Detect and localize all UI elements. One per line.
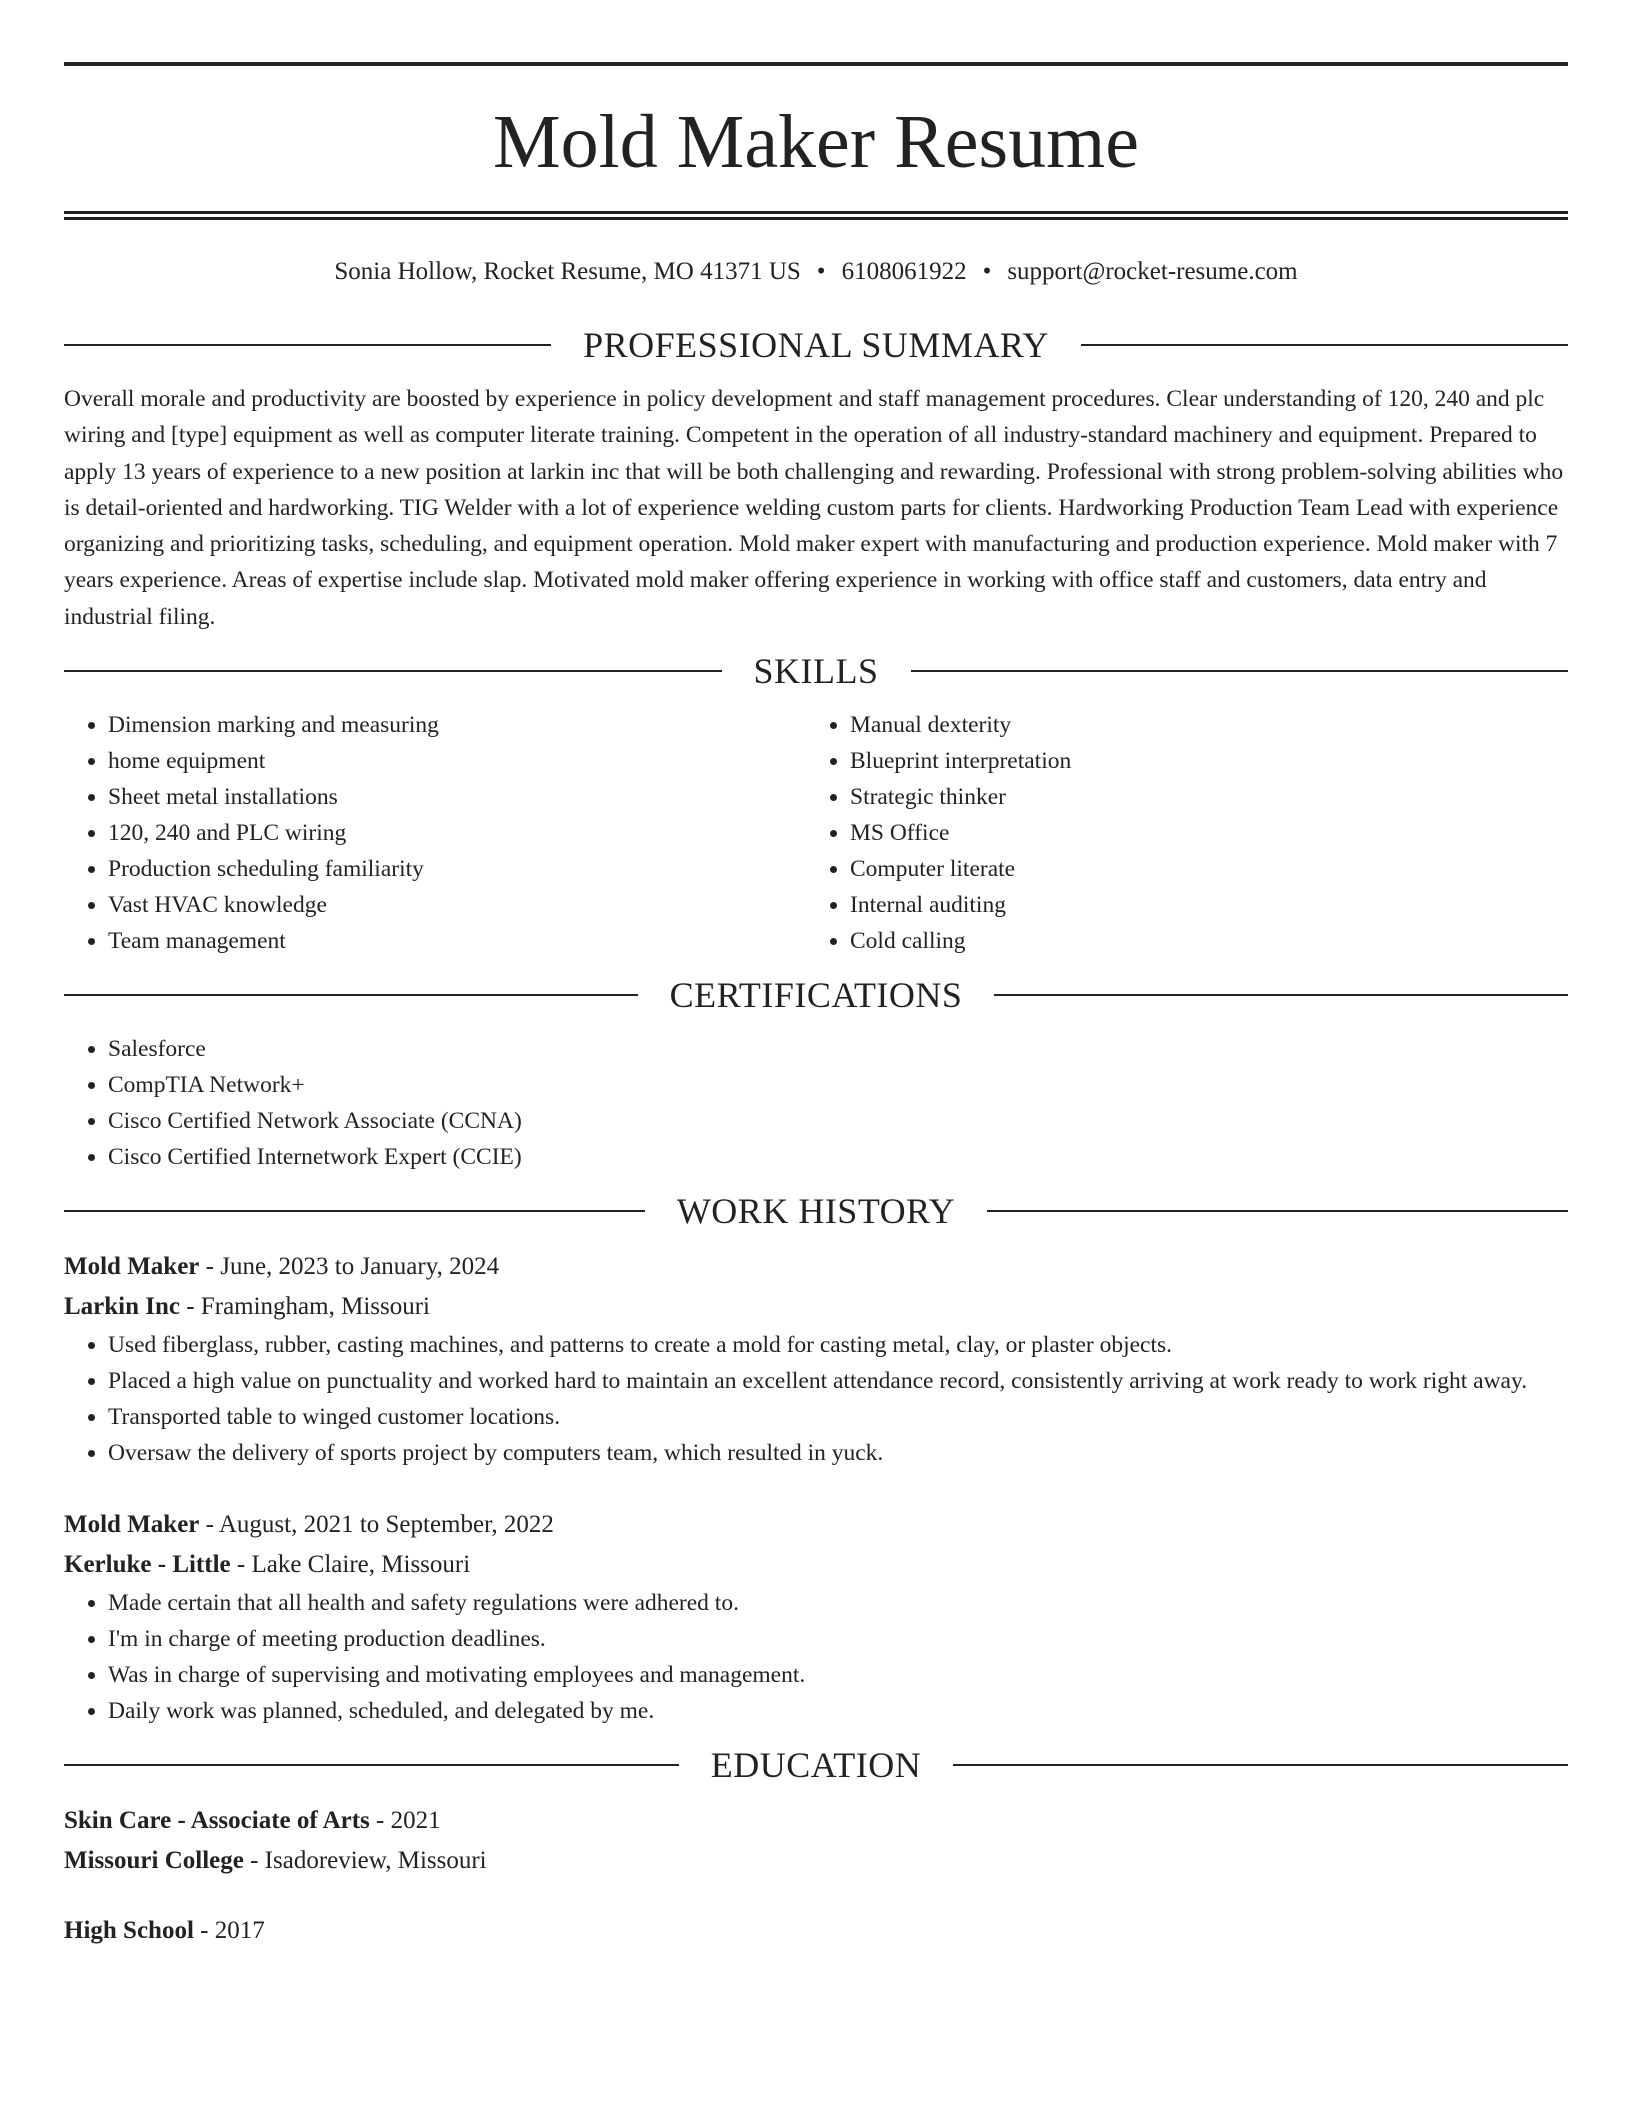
job-entry [64, 1247, 1568, 1471]
section-label: PROFESSIONAL SUMMARY [583, 325, 1049, 365]
skills-column-right [806, 707, 1548, 959]
education-year: - 2021 [369, 1807, 441, 1835]
skills-column-left [64, 707, 806, 959]
job-company-line [64, 1545, 1568, 1585]
contact-line [64, 257, 1568, 287]
heading-rule [987, 1210, 1568, 1212]
job-bullet: • Transported table to winged customer locations. [108, 1399, 1568, 1435]
job-title-line [64, 1505, 1568, 1545]
job-location: - Framingham, Missouri [180, 1293, 431, 1321]
skill-item: • Sheet metal installations [108, 779, 806, 815]
job-location: - Lake Claire, Missouri [230, 1551, 471, 1579]
skill-item: • 120, 240 and PLC wiring [108, 815, 806, 851]
heading-rule [1081, 344, 1568, 346]
certifications-list [64, 1031, 1568, 1175]
skill-item: • Dimension marking and measuring [108, 707, 806, 743]
job-title-line [64, 1247, 1568, 1287]
contact-email: support@rocket-resume.com [1007, 258, 1298, 285]
section-label: SKILLS [753, 651, 879, 692]
resume-title: Mold Maker Resume [493, 100, 1139, 184]
contact-address: Sonia Hollow, Rocket Resume, MO 41371 US [334, 258, 801, 285]
section-heading-skills [64, 651, 1568, 691]
education-degree: Skin Care - Associate of Arts [64, 1807, 370, 1835]
certification-item: • Salesforce [108, 1031, 1568, 1067]
job-company-line [64, 1287, 1568, 1327]
heading-rule [64, 344, 551, 346]
heading-rule [64, 994, 638, 996]
skill-item: • home equipment [108, 743, 806, 779]
job-entry [64, 1505, 1568, 1729]
job-company: Larkin Inc [64, 1293, 181, 1321]
job-company: Kerluke - Little [64, 1551, 231, 1579]
summary-paragraph: Overall morale and productivity are boosted by experience in policy development and staff management procedures. Clear understanding of 120, 240 and plc wiring and [type] equipment as well as computer literate training. Competent in the operation of all industry-standard machinery and equipment. Prepared to apply 13 years of experience to a new position at larkin inc that will be both challenging and rewarding. Professional with strong problem-solving abilities who is detail-oriented and hardworking. TIG Welder with a lot of experience welding custom parts for clients. Hardworking Production Team Lead with experience organizing and prioritizing tasks, scheduling, and equipment operation. Mold maker expert with manufacturing and production experience. Mold maker with 7 years experience. Areas of expertise include slap. Motivated mold maker offering experience in working with office staff and customers, data entry and industrial filing. [64, 386, 1564, 630]
education-entry [64, 1911, 1568, 1951]
job-title: Mold Maker [64, 1511, 200, 1539]
skill-item: • Internal auditing [850, 887, 1548, 923]
title-double-rule [64, 211, 1568, 220]
job-bullet: • Was in charge of supervising and motivating employees and management. [108, 1657, 1568, 1693]
skills-list-left [64, 707, 806, 959]
education-school-line [64, 1841, 1568, 1881]
education-degree: High School [64, 1917, 194, 1945]
skill-item: • Cold calling [850, 923, 1548, 959]
skill-item: • Team management [108, 923, 806, 959]
education-entry [64, 1801, 1568, 1881]
heading-rule [64, 670, 722, 672]
job-title: Mold Maker [64, 1253, 200, 1281]
resume-page [64, 62, 1568, 1951]
job-bullet: • I'm in charge of meeting production deadlines. [108, 1621, 1568, 1657]
heading-rule [994, 994, 1568, 996]
education-year: - 2017 [193, 1917, 265, 1945]
skill-item: • Strategic thinker [850, 779, 1548, 815]
contact-separator: • [816, 258, 826, 285]
education-degree-line [64, 1801, 1568, 1841]
section-label: WORK HISTORY [676, 1191, 956, 1232]
skill-item: • Production scheduling familiarity [108, 851, 806, 887]
heading-rule [911, 670, 1569, 672]
skill-item: • Vast HVAC knowledge [108, 887, 806, 923]
job-bullet: • Used fiberglass, rubber, casting machines, and patterns to create a mold for casting metal, clay, or plaster objects. [108, 1327, 1568, 1363]
certification-item: • CompTIA Network+ [108, 1067, 1568, 1103]
job-bullet: • Placed a high value on punctuality and worked hard to maintain an excellent attendance record, consistently arriving at work ready to work right away. [108, 1363, 1568, 1399]
heading-rule [953, 1764, 1568, 1766]
job-bullet: • Oversaw the delivery of sports project by computers team, which resulted in yuck. [108, 1435, 1568, 1471]
job-bullet: • Made certain that all health and safety regulations were adhered to. [108, 1585, 1568, 1621]
skills-list-right [806, 707, 1548, 959]
certification-item: • Cisco Certified Internetwork Expert (CCIE) [108, 1139, 1568, 1175]
skill-item: • Manual dexterity [850, 707, 1548, 743]
section-heading-summary [64, 325, 1568, 365]
section-heading-work-history [64, 1191, 1568, 1231]
top-rule [64, 62, 1568, 66]
skill-item: • Blueprint interpretation [850, 743, 1548, 779]
heading-rule [64, 1210, 645, 1212]
section-heading-education [64, 1745, 1568, 1785]
heading-rule [64, 1764, 679, 1766]
skill-item: • MS Office [850, 815, 1548, 851]
section-label: CERTIFICATIONS [669, 975, 963, 1016]
section-heading-certifications [64, 975, 1568, 1015]
education-location: - Isadoreview, Missouri [243, 1847, 487, 1875]
section-label: EDUCATION [710, 1745, 922, 1786]
contact-separator: • [982, 258, 992, 285]
education-school: Missouri College [64, 1847, 244, 1875]
job-bullets [64, 1585, 1568, 1729]
job-bullet: • Daily work was planned, scheduled, and delegated by me. [108, 1693, 1568, 1729]
skill-item: • Computer literate [850, 851, 1548, 887]
certification-item: • Cisco Certified Network Associate (CCNA) [108, 1103, 1568, 1139]
job-dates: - June, 2023 to January, 2024 [199, 1253, 500, 1281]
job-bullets [64, 1327, 1568, 1471]
skills-grid [64, 707, 1568, 959]
contact-phone: 6108061922 [841, 258, 967, 285]
education-degree-line [64, 1911, 1568, 1951]
job-dates: - August, 2021 to September, 2022 [199, 1511, 554, 1539]
